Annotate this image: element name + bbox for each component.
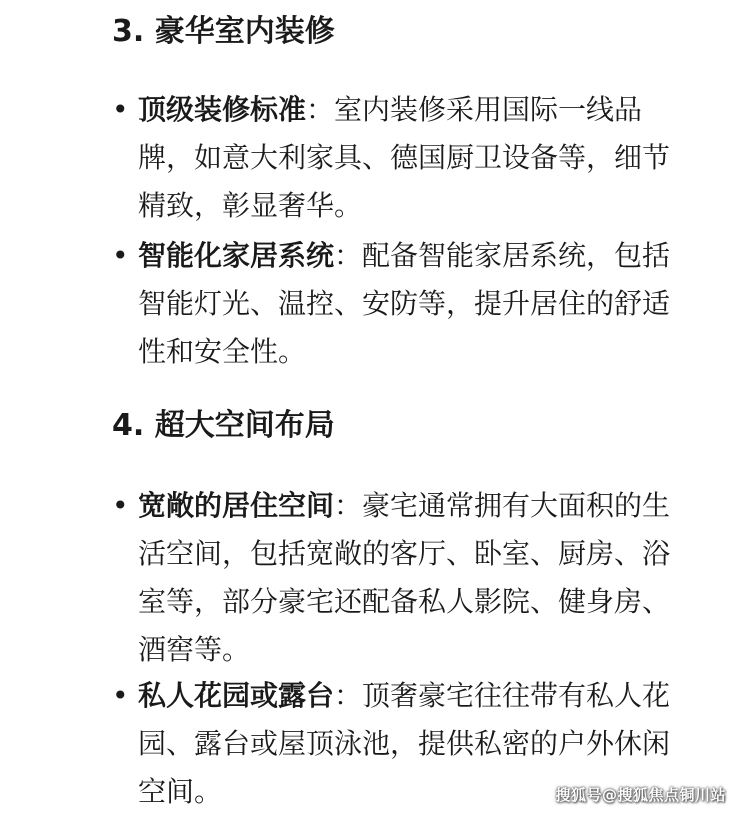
section-title-4: 4. 超大空间布局: [112, 408, 335, 443]
list-item-description: 顶奢豪宅往往带有私人花园、露台或屋顶泳池，提供私密的户外休闲空间。: [138, 679, 671, 808]
list-item-smart-home: [110, 232, 690, 376]
bullet-icon: •: [112, 93, 129, 126]
list-item-description: 配备智能家居系统，包括智能灯光、温控、安防等，提升居住的舒适性和安全性。: [138, 239, 671, 368]
list-item-text: [138, 86, 690, 230]
watermark: 搜狐号@搜狐焦点铜川站: [555, 786, 726, 804]
list-item-term: 宽敞的居住空间: [138, 489, 335, 522]
list-item-separator: ：: [306, 93, 335, 126]
list-item-separator: ：: [334, 239, 363, 272]
section-title-3: 3. 豪华室内装修: [112, 14, 335, 49]
bullet-icon: •: [112, 239, 129, 272]
list-item-term: 智能化家居系统: [138, 239, 335, 272]
list-item-separator: ：: [334, 489, 363, 522]
list-item-text: [138, 232, 690, 376]
list-item-description: 豪宅通常拥有大面积的生活空间，包括宽敞的客厅、卧室、厨房、浴室等，部分豪宅还配备私人影院、健身房、酒窖等。: [138, 489, 671, 666]
bullet-icon: •: [112, 679, 129, 712]
list-item-separator: ：: [334, 679, 363, 712]
list-item-living-space: [110, 482, 690, 674]
bullet-icon: •: [112, 489, 129, 522]
list-item-description: 室内装修采用国际一线品牌，如意大利家具、德国厨卫设备等，细节精致，彰显奢华。: [138, 93, 671, 222]
list-item-text: [138, 482, 690, 674]
list-item-term: 顶级装修标准: [138, 93, 307, 126]
list-item-term: 私人花园或露台: [138, 679, 335, 712]
list-item-decoration-standard: [110, 86, 690, 230]
